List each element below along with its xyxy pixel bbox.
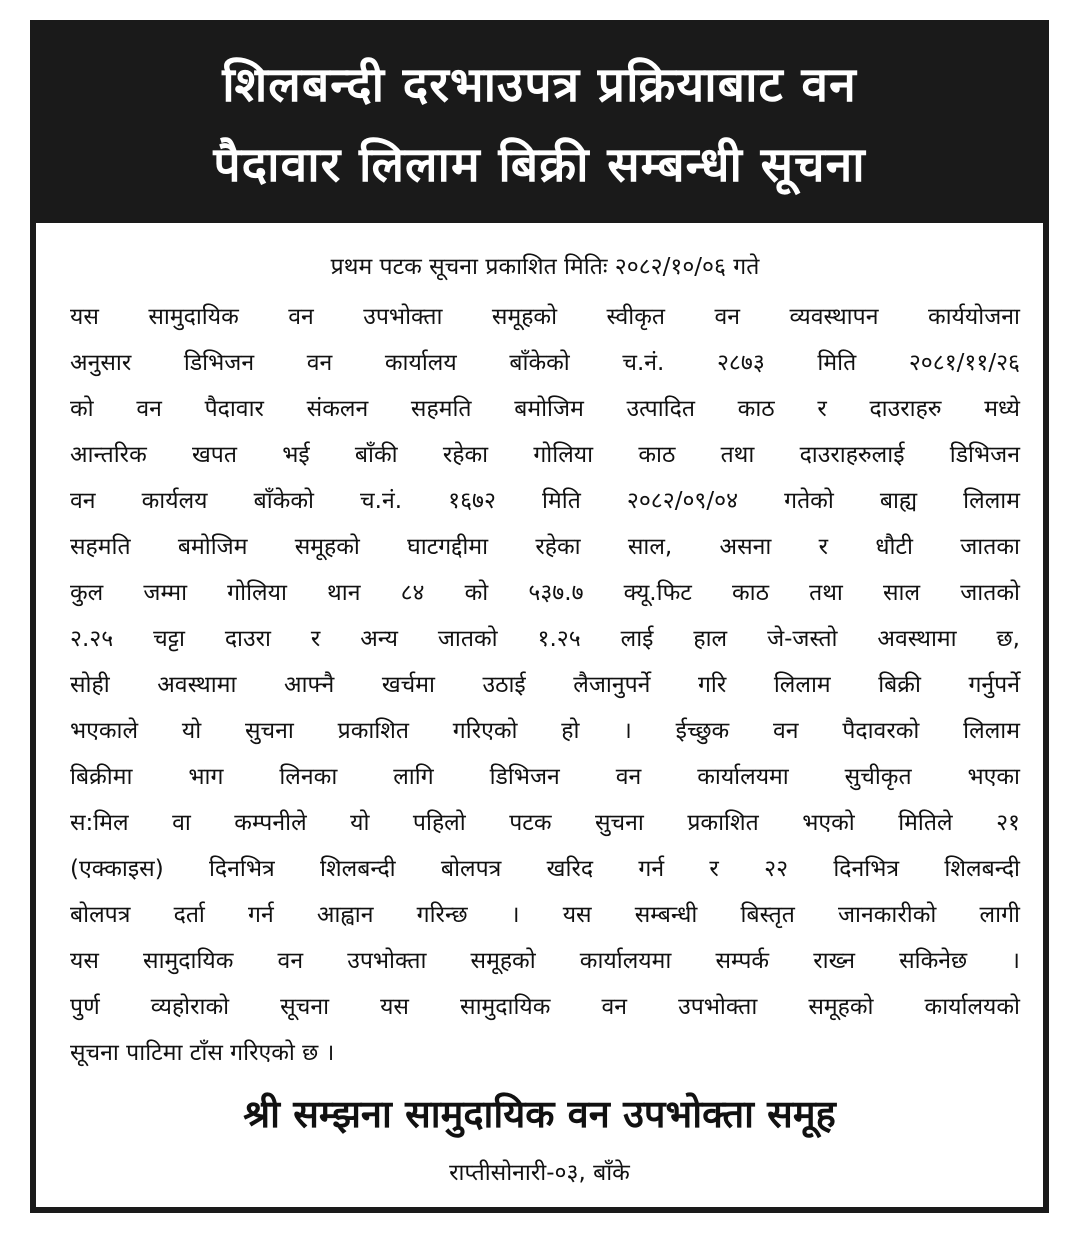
body-line: सूचना पाटिमा टाँस गरिएको छ । [70,1040,335,1066]
publish-date: प्रथम पटक सूचना प्रकाशित मितिः २०८२/१०/०६ गते [330,254,760,280]
body-line: आन्तरिक खपत भई बाँकी रहेका गोलिया काठ तथा दाउराहरुलाई डिभिजन [70,442,1020,468]
body-line: भएकाले यो सुचना प्रकाशित गरिएको हो । ईच्छुक वन पैदावरको लिलाम [70,718,1020,744]
signature-address: राप्तीसोनारी-०३, बाँके [449,1160,630,1186]
notice-header [36,26,1043,223]
body-line: को वन पैदावार संकलन सहमति बमोजिम उत्पादित काठ र दाउराहरु मध्ये [70,396,1020,422]
body-line: यस सामुदायिक वन उपभोक्ता समूहको कार्यालयमा सम्पर्क राख्न सकिनेछ । [70,948,1020,974]
body-line: वन कार्यलय बाँकेको च.नं. १६७२ मिति २०८२/०९/०४ गतेको बाह्य लिलाम [70,488,1020,514]
body-line: (एक्काइस) दिनभित्र शिलबन्दी बोलपत्र खरिद गर्न र २२ दिनभित्र शिलबन्दी [70,856,1020,882]
body-line: बिक्रीमा भाग लिनका लागि डिभिजन वन कार्यालयमा सुचीकृत भएका [70,764,1020,790]
body-line: पुर्ण व्यहोराको सूचना यस सामुदायिक वन उपभोक्ता समूहको कार्यालयको [70,994,1020,1020]
notice-body [70,248,1020,1076]
body-line: कुल जम्मा गोलिया थान ८४ को ५३७.७ क्यू.फिट काठ तथा साल जातको [70,580,1020,606]
body-line: बोलपत्र दर्ता गर्न आह्वान गरिन्छ । यस सम्बन्धी बिस्तृत जानकारीको लागी [70,902,1020,928]
body-line: स:मिल वा कम्पनीले यो पहिलो पटक सुचना प्रकाशित भएको मितिले २१ [70,810,1020,836]
body-line: यस सामुदायिक वन उपभोक्ता समूहको स्वीकृत वन व्यवस्थापन कार्ययोजना [70,304,1020,330]
notice-title-line-2: पैदावार लिलाम बिक्री सम्बन्धी सूचना [213,136,866,193]
body-line: सहमति बमोजिम समूहको घाटगद्दीमा रहेका साल, असना र धौटी जातका [70,534,1020,560]
signature-group-name: श्री सम्झना सामुदायिक वन उपभोक्ता समूह [243,1092,836,1136]
body-line: २.२५ चट्टा दाउरा र अन्य जातको १.२५ लाई हाल जे-जस्तो अवस्थामा छ, [70,626,1020,652]
body-line: अनुसार डिभिजन वन कार्यालय बाँकेको च.नं. २८७३ मिति २०८१/११/२६ [70,350,1020,376]
body-line: सोही अवस्थामा आफ्नै खर्चमा उठाई लैजानुपर्ने गरि लिलाम बिक्री गर्नुपर्ने [70,672,1020,698]
notice-frame [30,20,1049,1213]
notice-title-line-1: शिलबन्दी दरभाउपत्र प्रक्रियाबाट वन [222,56,857,113]
